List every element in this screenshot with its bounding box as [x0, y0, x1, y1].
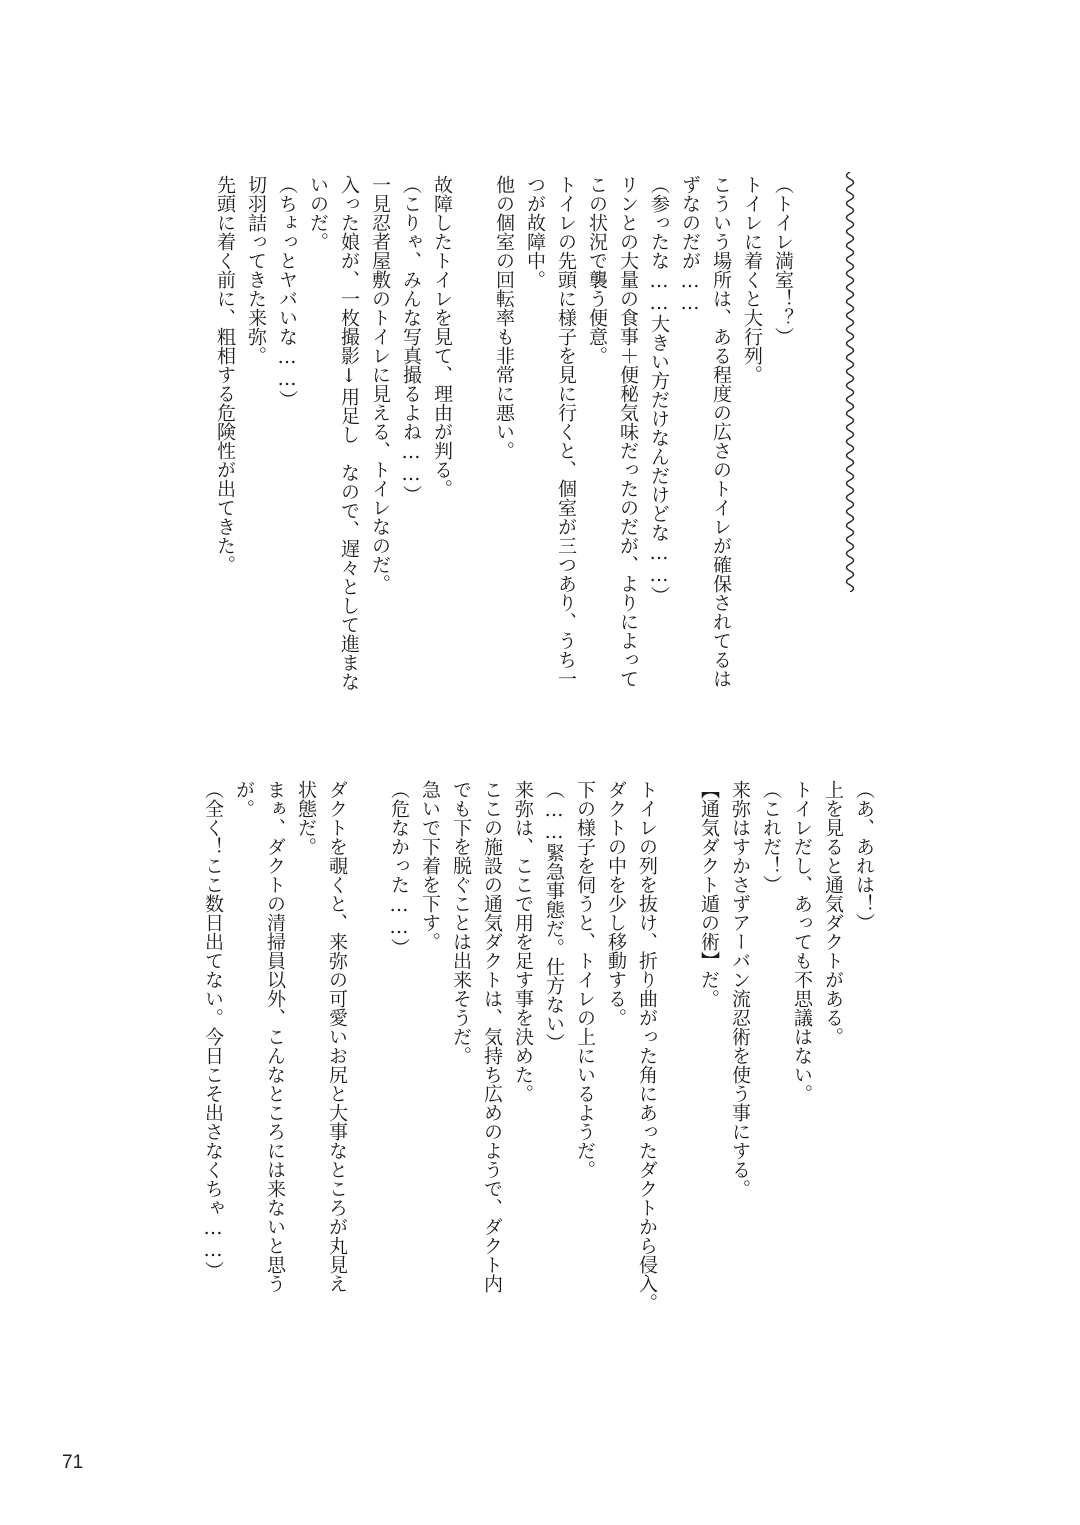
text-column: 急いで下着を下す。 [419, 780, 441, 951]
text-column: （これだ！） [760, 780, 782, 894]
text-column: こういう場所は、ある程度の広さのトイレが確保されてるは [710, 175, 732, 688]
text-column: （ちょっとヤバいな……） [276, 175, 298, 409]
text-column: トイレに着くと大行列。 [741, 175, 763, 384]
text-column: ずなのだが…… [679, 175, 701, 314]
text-column: 来弥は、ここで用を足す事を決めた。 [512, 780, 534, 1103]
text-column: この状況で襲う便意。 [586, 175, 608, 365]
text-column: 来弥はすかさずアーバン流忍術を使う事にする。 [729, 780, 751, 1198]
text-column: まぁ、ダクトの清掃員以外、こんなところには来ないと思う [264, 780, 286, 1293]
text-column: （……緊急事態だ。仕方ない） [543, 780, 565, 1052]
text-column: 切羽詰ってきた来弥。 [245, 175, 267, 365]
text-column: 一見忍者屋敷のトイレに見える、トイレなのだ。 [369, 175, 391, 593]
text-column: つが故障中。 [524, 175, 546, 289]
text-column: 上を見ると通気ダクトがある。 [822, 780, 844, 1046]
text-column: 【通気ダクト遁の術】だ。 [698, 780, 720, 1008]
text-column: （あ、あれは！） [853, 780, 875, 932]
text-column: トイレの先頭に様子を見に行くと、個室が三つあり、うち一 [555, 175, 577, 688]
text-column: トイレだし、あっても不思議はない。 [791, 780, 813, 1103]
text-column: ダクトを覗くと、来弥の可愛いお尻と大事なところが丸見え [326, 780, 348, 1293]
text-column: 故障したトイレを見て、理由が判る。 [431, 175, 453, 498]
text-column: ここの施設の通気ダクトは、気持ち広めのようで、ダクト内 [481, 780, 503, 1293]
text-column: 他の個室の回転率も非常に悪い。 [493, 175, 515, 460]
text-column: 下の様子を伺うと、トイレの上にいるようだ。 [574, 780, 596, 1179]
page-number: 71 [62, 1452, 84, 1473]
text-column: いのだ。 [307, 175, 329, 251]
text-column: （トイレ満室！？） [772, 175, 794, 346]
text-column: でも下を脱ぐことは出来そうだ。 [450, 780, 472, 1065]
wavy-divider-line [840, 172, 860, 592]
text-column: ダクトの中を少し移動する。 [605, 780, 627, 1027]
text-column: 入った娘が、一枚撮影↓用足し なので、遅々として進まな [338, 175, 360, 691]
text-column: が。 [233, 780, 255, 818]
text-column: 先頭に着く前に、粗相する危険性が出てきた。 [214, 175, 236, 574]
text-column: （参ったな……大きい方だけなんだけどな……） [648, 175, 670, 605]
text-column: （こりゃ、みんな写真撮るよね……） [400, 175, 422, 504]
text-column: 状態だ。 [295, 780, 317, 856]
text-column: （危なかった……） [388, 780, 410, 957]
text-column: （全く！ここ数日出てない。今日こそ出さなくちゃ……） [202, 780, 224, 1280]
text-column: リンとの大量の食事＋便秘気味だったのだが、よりによって [617, 175, 639, 688]
text-column: トイレの列を抜け、折り曲がった角にあったダクトから侵入。 [636, 780, 658, 1312]
